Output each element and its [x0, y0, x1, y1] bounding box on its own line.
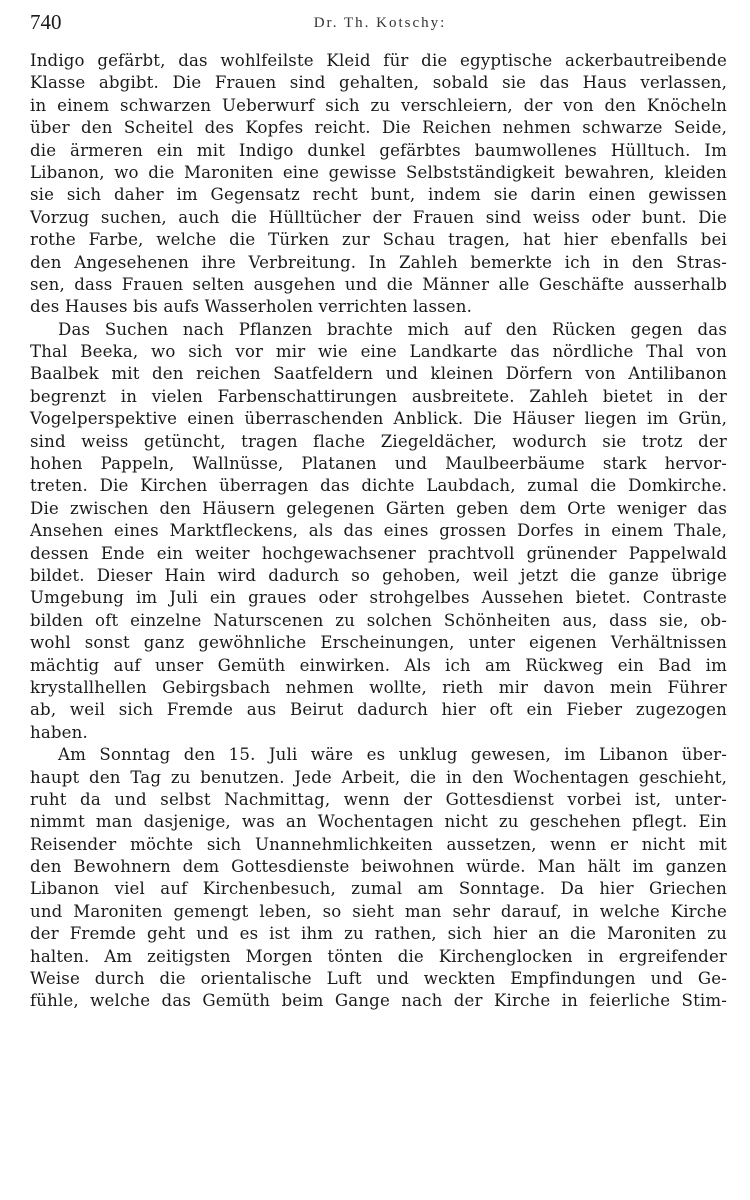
text-line: Indigo gefärbt, das wohlfeilste Kleid für die egyptische ackerbautreibende [30, 51, 727, 70]
text-line: nimmt man dasjenige, was an Wochentagen nicht zu geschehen pflegt. Ein [30, 812, 727, 832]
text-line: halten. Am zeitigsten Morgen tönten die Kirchenglocken in ergreifender [30, 946, 727, 966]
text-line: mächtig auf unser Gemüth einwirken. Als ich am Rückweg ein Bad im [30, 655, 727, 675]
text-line: Die zwischen den Häusern gelegenen Gärten geben dem Orte weniger das [30, 498, 727, 518]
page-number: 740 [30, 10, 62, 34]
text-line: Weise durch die orientalische Luft und weckten Empfindungen und Ge- [30, 969, 727, 989]
text-line: Libanon, wo die Maroniten eine gewisse Selbstständigkeit bewahren, kleiden [30, 162, 727, 182]
text-line: Libanon viel auf Kirchenbesuch, zumal am Sonntage. Da hier Griechen [30, 879, 727, 899]
text-line: sie sich daher im Gegensatz recht bunt, indem sie darin einen gewissen [30, 185, 727, 205]
text-line: und Maroniten gemengt leben, so sieht man sehr darauf, in welche Kirche [30, 901, 727, 921]
text-line: treten. Die Kirchen überragen das dichte Laubdach, zumal die Domkirche. [30, 476, 727, 496]
body-text [30, 50, 727, 1013]
text-line: sen, dass Frauen selten ausgehen und die Männer alle Geschäfte ausserhalb [30, 274, 727, 294]
text-line: krystallhellen Gebirgsbach nehmen wollte, rieth mir davon mein Führer [30, 677, 727, 697]
text-line: Baalbek mit den reichen Saatfeldern und kleinen Dörfern von Antilibanon [30, 364, 727, 384]
text-line: begrenzt in vielen Farbenschattirungen ausbreitete. Zahleh bietet in der [30, 386, 727, 406]
running-head [30, 8, 730, 36]
paragraph-first-line: Das Suchen nach Pflanzen brachte mich auf den Rücken gegen das [58, 319, 727, 339]
text-line: rothe Farbe, welche die Türken zur Schau tragen, hat hier ebenfalls bei [30, 230, 727, 250]
text-line: haben. [30, 722, 88, 742]
running-title: Dr. Th. Kotschy: [313, 15, 447, 31]
text-line: den Angesehenen ihre Verbreitung. In Zahleh bemerkte ich in den Stras- [30, 252, 727, 272]
text-line: den Bewohnern dem Gottesdienste beiwohnen würde. Man hält im ganzen [30, 857, 727, 877]
text-line: ab, weil sich Fremde aus Beirut dadurch hier oft ein Fieber zugezogen [30, 700, 727, 720]
text-line: Ansehen eines Marktfleckens, als das eines grossen Dorfes in einem Thale, [30, 521, 727, 541]
text-line: fühle, welche das Gemüth beim Gange nach der Kirche in feierliche Stim- [30, 991, 727, 1011]
text-line: Umgebung im Juli ein graues oder strohgelbes Aussehen bietet. Contraste [30, 588, 727, 608]
text-line: dessen Ende ein weiter hochgewachsener prachtvoll grünender Pappelwald [30, 543, 727, 563]
text-line: haupt den Tag zu benutzen. Jede Arbeit, die in den Wochentagen geschieht, [30, 767, 727, 787]
text-line: bilden oft einzelne Naturscenen zu solchen Schönheiten aus, dass sie, ob- [30, 610, 727, 630]
text-line: Vorzug suchen, auch die Hülltücher der Frauen sind weiss oder bunt. Die [30, 207, 727, 227]
text-line: die ärmeren ein mit Indigo dunkel gefärbtes baumwollenes Hülltuch. Im [30, 140, 727, 160]
text-line: Reisender möchte sich Unannehmlichkeiten aussetzen, wenn er nicht mit [30, 834, 727, 854]
text-line: der Fremde geht und es ist ihm zu rathen, sich hier an die Maroniten zu [30, 924, 727, 944]
text-line: Thal Beeka, wo sich vor mir wie eine Landkarte das nördliche Thal von [30, 342, 727, 362]
text-line: bildet. Dieser Hain wird dadurch so gehoben, weil jetzt die ganze übrige [30, 565, 727, 585]
text-line: über den Scheitel des Kopfes reicht. Die Reichen nehmen schwarze Seide, [30, 118, 727, 138]
text-line: hohen Pappeln, Wallnüsse, Platanen und Maulbeerbäume stark hervor- [30, 454, 727, 474]
text-line: sind weiss getüncht, tragen flache Ziegeldächer, wodurch sie trotz der [30, 431, 727, 451]
text-line: des Hauses bis aufs Wasserholen verrichten lassen. [30, 297, 473, 317]
text-line: Klasse abgibt. Die Frauen sind gehalten, sobald sie das Haus verlassen, [30, 73, 727, 93]
text-line: ruht da und selbst Nachmittag, wenn der Gottesdienst vorbei ist, unter- [30, 789, 727, 809]
text-line: Vogelperspektive einen überraschenden Anblick. Die Häuser liegen im Grün, [30, 409, 727, 429]
text-line: in einem schwarzen Ueberwurf sich zu verschleiern, der von den Knöcheln [30, 95, 727, 115]
paragraph-first-line: Am Sonntag den 15. Juli wäre es unklug gewesen, im Libanon über- [58, 745, 727, 765]
text-line: wohl sonst ganz gewöhnliche Erscheinungen, unter eigenen Verhältnissen [30, 633, 727, 653]
